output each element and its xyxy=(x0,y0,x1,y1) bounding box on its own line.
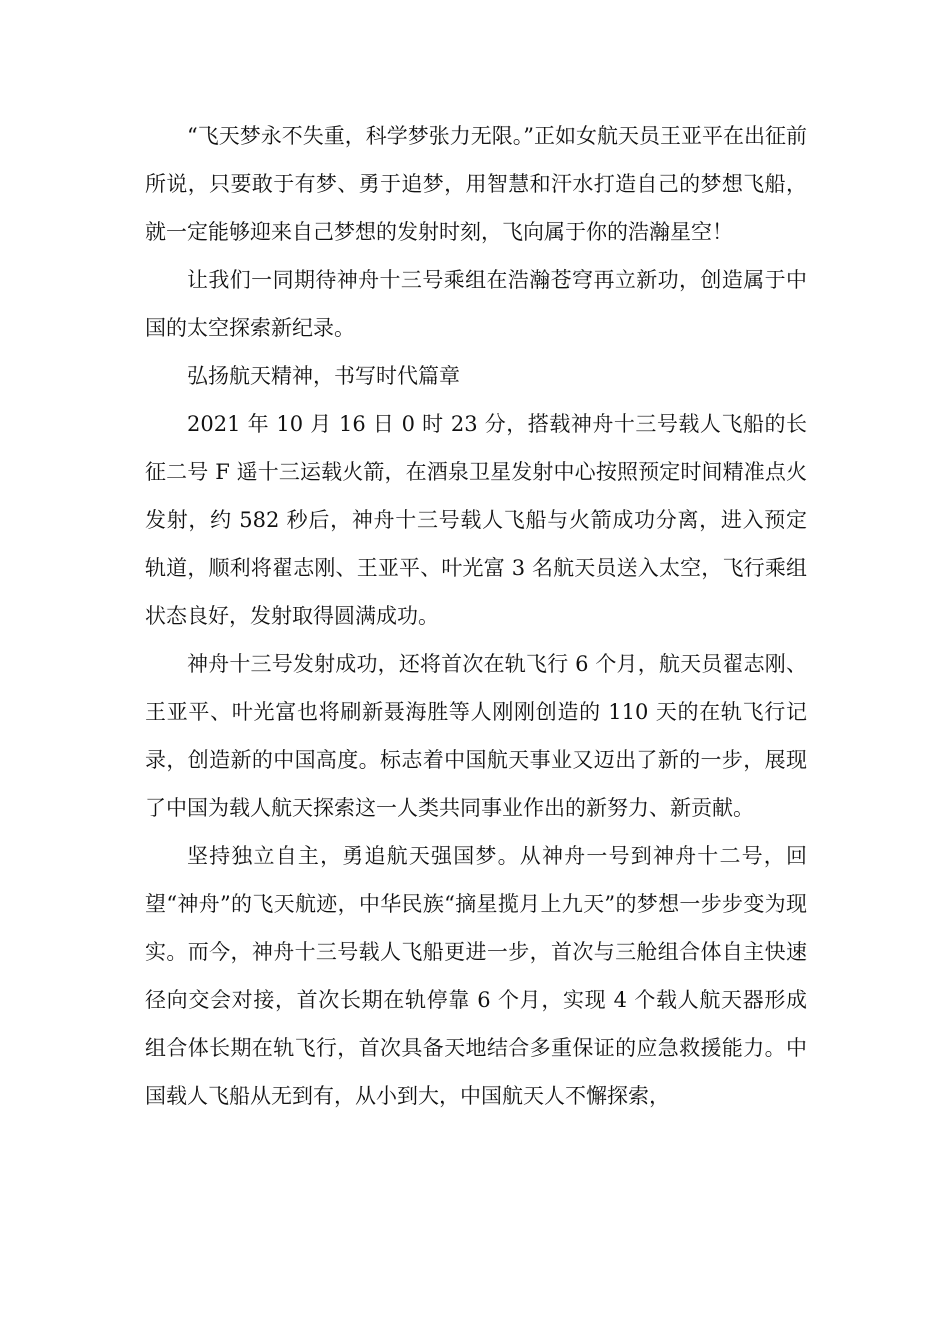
paragraph-5: 坚持独立自主，勇追航天强国梦。从神舟一号到神舟十二号，回望“神舟”的飞天航迹，中华民族“摘星揽月上九天”的梦想一步步变为现实。而今，神舟十三号载人飞船更进一步，首次与三舱组合体自主快速径向交会对接，首次长期在轨停靠 6 个月，实现 4 个载人航天器形成组合体长期在轨飞行，首次具备天地结合多重保证的应急救援能力。中国载人飞船从无到有，从小到大，中国航天人不懈探索， xyxy=(145,844,807,1108)
paragraph-1: “飞天梦永不失重，科学梦张力无限。”正如女航天员王亚平在出征前所说，只要敢于有梦、勇于追梦，用智慧和汗水打造自己的梦想飞船，就一定能够迎来自己梦想的发射时刻，飞向属于你的浩瀚星空！ xyxy=(145,124,807,244)
section-heading: 弘扬航天精神，书写时代篇章 xyxy=(187,364,460,388)
paragraph-4: 神舟十三号发射成功，还将首次在轨飞行 6 个月，航天员翟志刚、王亚平、叶光富也将刷新聂海胜等人刚刚创造的 110 天的在轨飞行记录，创造新的中国高度。标志着中国航天事业又迈出了新的一步，展现了中国为载人航天探索这一人类共同事业作出的新努力、新贡献。 xyxy=(145,652,807,820)
paragraph-2: 让我们一同期待神舟十三号乘组在浩瀚苍穹再立新功，创造属于中国的太空探索新纪录。 xyxy=(145,268,807,340)
paragraph-3: 2021 年 10 月 16 日 0 时 23 分，搭载神舟十三号载人飞船的长征二号 F 遥十三运载火箭，在酒泉卫星发射中心按照预定时间精准点火发射，约 582 秒后，神舟十三号载人飞船与火箭成功分离，进入预定轨道，顺利将翟志刚、王亚平、叶光富 3 名航天员送入太空，飞行乘组状态良好，发射取得圆满成功。 xyxy=(145,412,807,628)
document-body xyxy=(145,112,807,1120)
